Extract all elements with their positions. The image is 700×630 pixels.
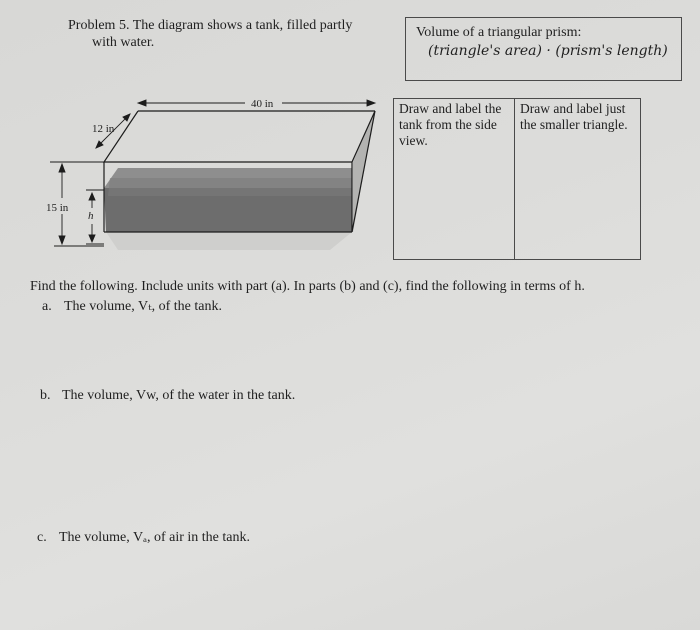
height-label: 15 in [46, 202, 69, 214]
part-b-text: The volume, Vw, of the water in the tank. [62, 388, 296, 403]
drawing-box [393, 98, 641, 260]
instructions: Find the following. Include units with part (a). In parts (b) and (c), find the following in terms of h. [30, 279, 585, 294]
formula-expression: (triangle's area) · (prism's length) [428, 43, 668, 59]
part-a-text: The volume, Vₜ, of the tank. [64, 299, 222, 314]
water-height-label: h [88, 210, 94, 222]
width-label: 12 in [92, 123, 115, 135]
part-c [37, 530, 250, 546]
drawing-box-divider [514, 99, 515, 259]
part-b [40, 388, 295, 404]
water-band [108, 178, 352, 196]
part-b-letter: b. [40, 388, 51, 403]
triangle-prompt: Draw and label just the smaller triangle. [520, 101, 628, 132]
length-label: 40 in [251, 98, 274, 110]
formula-title: Volume of a triangular prism: [416, 25, 582, 40]
side-view-prompt: Draw and label the tank from the side view. [399, 101, 502, 148]
part-c-text: The volume, Vₐ, of air in the tank. [59, 530, 250, 545]
part-c-letter: c. [37, 530, 47, 545]
tank-bottom-strip [106, 232, 352, 250]
problem-title-line2: with water. [92, 35, 155, 50]
part-a-letter: a. [42, 299, 52, 314]
part-a [42, 298, 222, 315]
problem-title-line1: Problem 5. The diagram shows a tank, filled partly [68, 18, 353, 33]
